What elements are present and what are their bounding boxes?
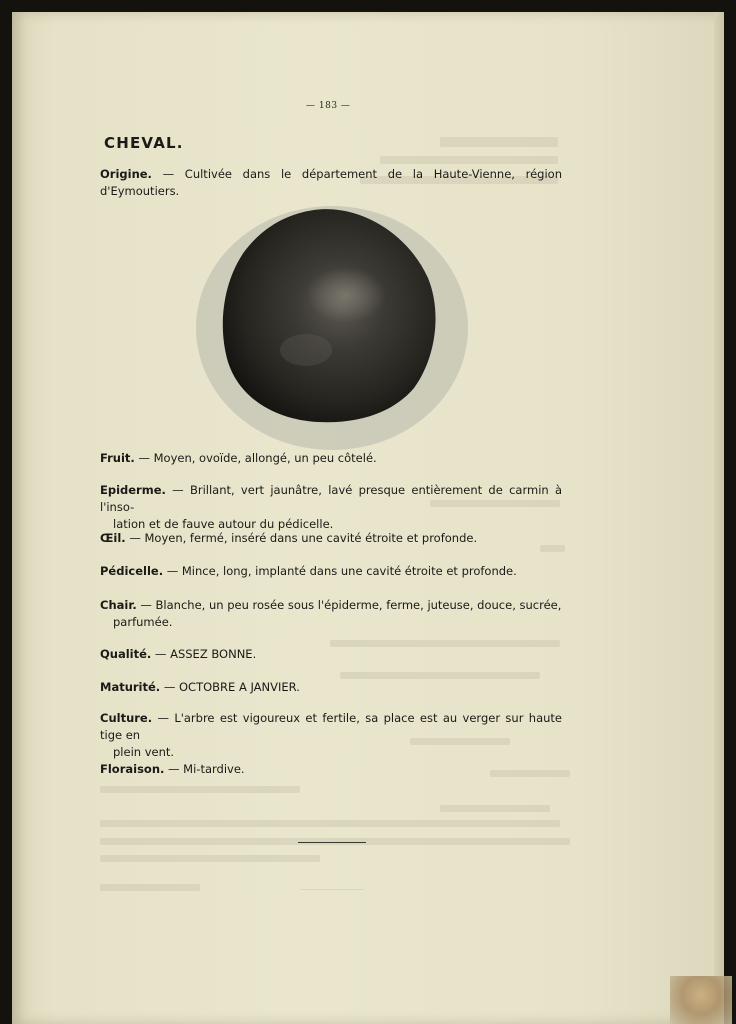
- entry-text: — Blanche, un peu rosée sous l'épiderme, ferme, juteuse, douce, sucrée,: [136, 598, 562, 612]
- entry-term: Fruit.: [100, 451, 135, 465]
- variety-title: CHEVAL.: [104, 134, 184, 152]
- entry-oeil: [100, 530, 562, 547]
- entry-maturite: [100, 679, 562, 696]
- section-divider: [298, 842, 366, 843]
- entry-term: Qualité.: [100, 647, 152, 661]
- entry-term: Œil.: [100, 531, 126, 545]
- entry-text: — Brillant, vert jaunâtre, lavé presque entièrement de carmin à l'inso-: [100, 483, 562, 514]
- entry-pedicelle: [100, 563, 562, 580]
- entry-text: — L'arbre est vigoureux et fertile, sa place est au verger sur haute tige en: [100, 711, 562, 742]
- entry-term: Culture.: [100, 711, 153, 725]
- entry-text-continuation: lation et de fauve autour du pédicelle.: [113, 517, 334, 531]
- entry-epiderme: [100, 482, 562, 533]
- entry-text: — ASSEZ BONNE.: [151, 647, 257, 661]
- origin-line: [100, 166, 562, 200]
- origin-term: Origine.: [100, 167, 152, 181]
- entry-term: Floraison.: [100, 762, 165, 776]
- page-number: — 183 —: [306, 101, 351, 111]
- entry-chair: [100, 597, 562, 631]
- entry-text: — Moyen, fermé, inséré dans une cavité étroite et profonde.: [125, 531, 478, 545]
- origin-text: — Cultivée dans le département de la Haute-Vienne, région d'Eymoutiers.: [100, 167, 562, 198]
- entry-text: — Mince, long, implanté dans une cavité étroite et profonde.: [163, 564, 517, 578]
- entry-culture: [100, 710, 562, 761]
- entry-term: Epiderme.: [100, 483, 166, 497]
- entry-text: — OCTOBRE A JANVIER.: [160, 680, 300, 694]
- entry-text-continuation: plein vent.: [113, 745, 175, 759]
- entry-text-continuation: parfumée.: [113, 615, 173, 629]
- corner-thumbnail-image: [670, 976, 732, 1024]
- apple-photograph: [196, 200, 476, 450]
- entry-text: — Mi-tardive.: [164, 762, 245, 776]
- entry-fruit: [100, 450, 562, 467]
- entry-term: Maturité.: [100, 680, 161, 694]
- entry-text: — Moyen, ovoïde, allongé, un peu côtelé.: [134, 451, 377, 465]
- fruit-highlight: [306, 267, 386, 323]
- entry-term: Pédicelle.: [100, 564, 164, 578]
- entry-qualite: [100, 646, 562, 663]
- entry-term: Chair.: [100, 598, 137, 612]
- entry-floraison: [100, 761, 562, 778]
